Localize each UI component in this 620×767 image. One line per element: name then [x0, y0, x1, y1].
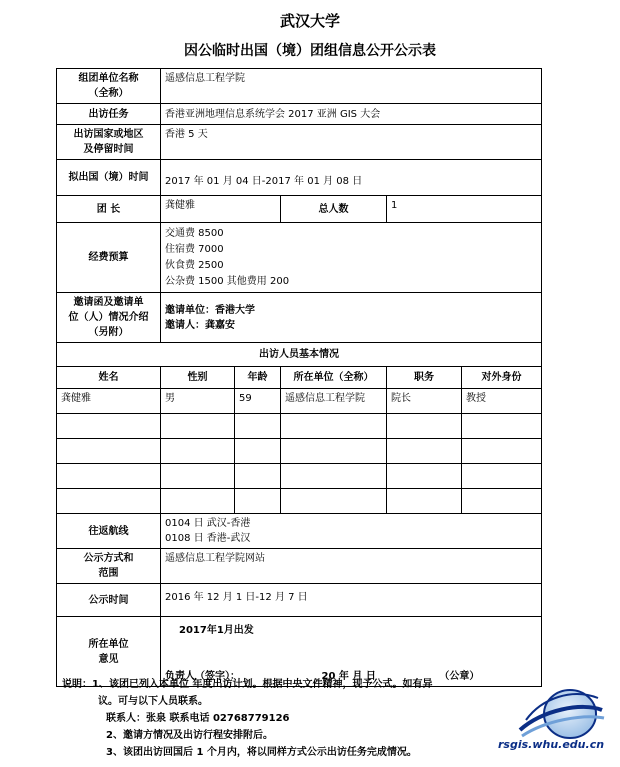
member-name	[57, 489, 161, 514]
table-row	[57, 489, 542, 514]
table-row	[57, 389, 542, 414]
watermark-text: rsgis.whu.edu.cn	[498, 738, 605, 751]
row-members-header	[57, 343, 542, 367]
opinion-label: 所在单位 意见	[57, 617, 161, 687]
budget-label: 经费预算	[57, 223, 161, 293]
route-line: 0108 日 香港-武汉	[165, 533, 251, 544]
member-age: 59	[235, 389, 281, 414]
note-line-4: 3、该团出访回国后 1 个月内，将以同样方式公示出访任务完成情况。	[106, 747, 417, 758]
seal-label: （公章）	[439, 671, 480, 682]
unit-label: 组团单位名称 （全称）	[57, 69, 161, 104]
member-gender: 男	[161, 389, 235, 414]
total-label: 总人数	[281, 196, 387, 223]
member-title	[462, 439, 542, 464]
row-route	[57, 514, 542, 549]
note-line-2: 议。可与以下人员联系。	[98, 696, 208, 707]
budget-line: 住宿费 7000	[165, 243, 224, 255]
unit-value: 遥感信息工程学院	[161, 69, 542, 104]
member-name	[57, 464, 161, 489]
col-unit-header: 所在单位（全称）	[281, 367, 387, 389]
budget-line: 公杂费 1500 其他费用 200	[165, 275, 290, 287]
invite-unit: 邀请单位：香港大学	[165, 304, 255, 316]
opinion-value: 2017年1月出发	[179, 625, 254, 636]
budget-value	[161, 223, 542, 293]
member-unit: 遥感信息工程学院	[281, 389, 387, 414]
info-form-table	[56, 68, 542, 687]
depart-label: 拟出国（境）时间	[57, 160, 161, 196]
note-line-1: 说明：1、该团已列入本单位 年度出访计划。根据中央文件精神，现予公式。如有异	[62, 679, 433, 690]
table-row	[57, 414, 542, 439]
method-label: 公示方式和 范围	[57, 549, 161, 584]
row-depart	[57, 160, 542, 196]
task-value: 香港亚洲地理信息系统学会 2017 亚洲 GIS 大会	[161, 104, 542, 125]
member-name: 龚健雅	[57, 389, 161, 414]
budget-line: 伙食费 2500	[165, 259, 224, 271]
member-name	[57, 439, 161, 464]
invite-value	[161, 293, 542, 343]
total-value: 1	[387, 196, 542, 223]
leader-value: 龚健雅	[161, 196, 281, 223]
member-gender	[161, 464, 235, 489]
sign-label: 负责人（签字）：	[165, 671, 240, 682]
member-age	[235, 439, 281, 464]
country-label: 出访国家或地区 及停留时间	[57, 125, 161, 160]
row-unit	[57, 69, 542, 104]
col-position-header: 职务	[387, 367, 462, 389]
route-label: 往返航线	[57, 514, 161, 549]
note-contact: 联系人：张泉 联系电话 02768779126	[106, 713, 290, 724]
depart-value: 2017 年 01 月 04 日-2017 年 01 月 08 日	[161, 160, 542, 196]
member-gender	[161, 439, 235, 464]
row-task	[57, 104, 542, 125]
document-title: 武汉大学	[279, 12, 340, 30]
member-position: 院长	[387, 389, 462, 414]
member-position	[387, 439, 462, 464]
task-label: 出访任务	[57, 104, 161, 125]
member-age	[235, 489, 281, 514]
member-position	[387, 414, 462, 439]
row-method	[57, 549, 542, 584]
members-column-headers	[57, 367, 542, 389]
member-unit	[281, 489, 387, 514]
budget-line: 交通费 8500	[165, 227, 224, 239]
invite-person: 邀请人：龚嘉安	[165, 319, 235, 331]
member-unit	[281, 439, 387, 464]
member-unit	[281, 464, 387, 489]
member-title	[462, 414, 542, 439]
pub-time-label: 公示时间	[57, 584, 161, 617]
member-position	[387, 464, 462, 489]
note-line-3: 2、邀请方情况及出访行程安排附后。	[106, 730, 273, 741]
row-leader	[57, 196, 542, 223]
notes-section	[62, 676, 562, 761]
row-country	[57, 125, 542, 160]
members-header: 出访人员基本情况	[57, 343, 542, 367]
table-row	[57, 464, 542, 489]
member-title	[462, 464, 542, 489]
member-gender	[161, 489, 235, 514]
member-unit	[281, 414, 387, 439]
col-name-header: 姓名	[57, 367, 161, 389]
member-title	[462, 489, 542, 514]
member-position	[387, 489, 462, 514]
sign-date: 20 年 月 日	[321, 671, 376, 682]
member-title: 教授	[462, 389, 542, 414]
col-gender-header: 性别	[161, 367, 235, 389]
invite-label: 邀请函及邀请单 位（人）情况介绍 （另附）	[57, 293, 161, 343]
route-value	[161, 514, 542, 549]
document-subtitle: 因公临时出国（境）团组信息公开公示表	[184, 43, 436, 59]
method-value: 遥感信息工程学院网站	[161, 549, 542, 584]
member-name	[57, 414, 161, 439]
row-invite	[57, 293, 542, 343]
col-age-header: 年龄	[235, 367, 281, 389]
col-title-header: 对外身份	[462, 367, 542, 389]
country-value: 香港 5 天	[161, 125, 542, 160]
table-row	[57, 439, 542, 464]
member-age	[235, 414, 281, 439]
route-line: 0104 日 武汉-香港	[165, 518, 251, 529]
leader-label: 团 长	[57, 196, 161, 223]
row-pub-time	[57, 584, 542, 617]
member-age	[235, 464, 281, 489]
member-gender	[161, 414, 235, 439]
row-budget	[57, 223, 542, 293]
pub-time-value: 2016 年 12 月 1 日-12 月 7 日	[161, 584, 542, 617]
